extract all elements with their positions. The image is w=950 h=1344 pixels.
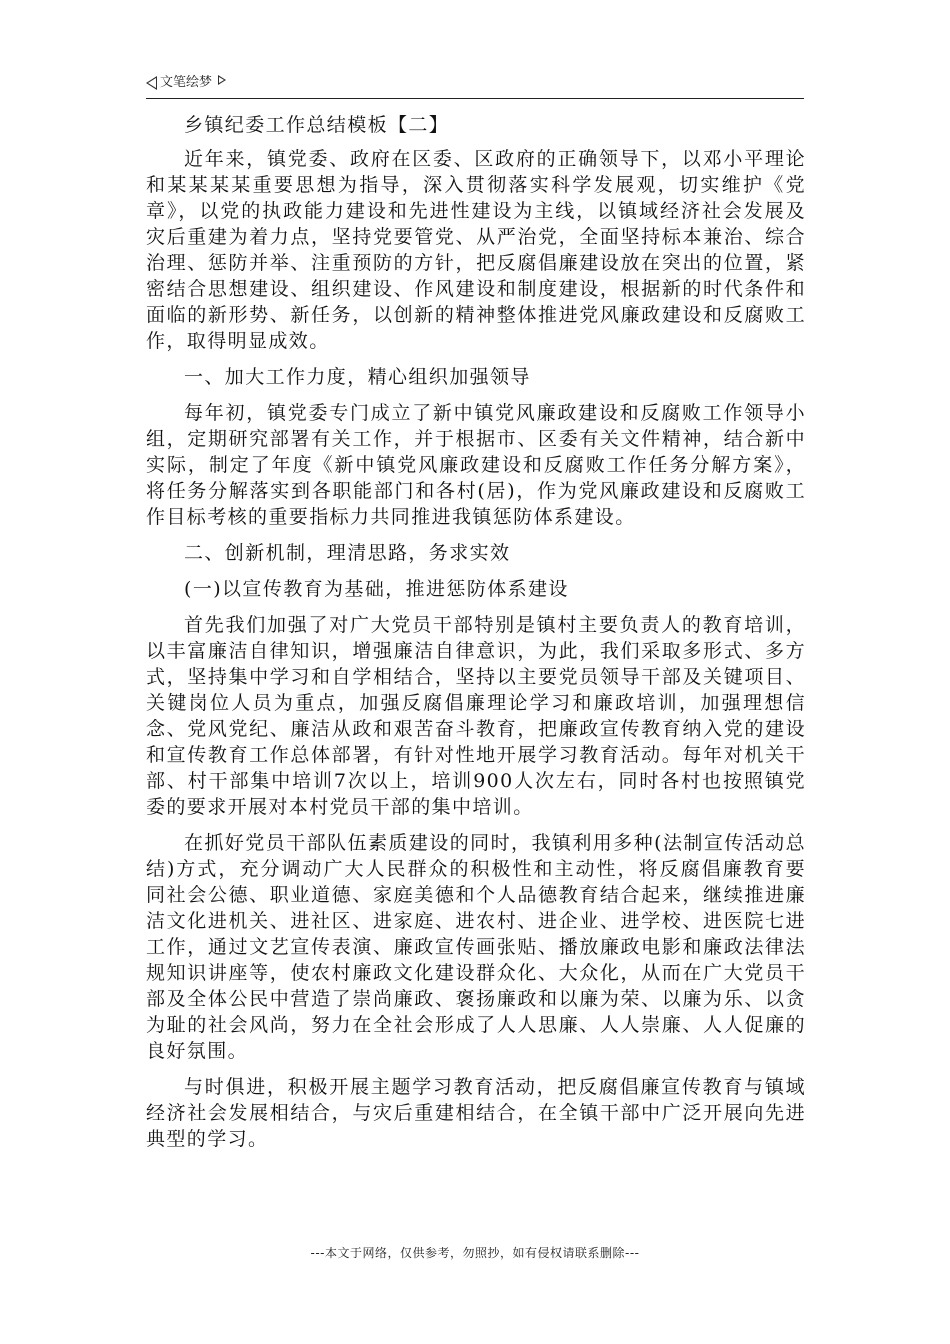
- paragraph-2: 首先我们加强了对广大党员干部特别是镇村主要负责人的教育培训，以丰富廉洁自律知识，增强廉洁自律意识，为此，我们采取多形式、多方式，坚持集中学习和自学相结合，坚持以主要党员领导干部及关键项目、关键岗位人员为重点，加强反腐倡廉理论学习和廉政培训，加强理想信念、党风党纪、廉洁从政和艰苦奋斗教育，把廉政宣传教育纳入党的建设和宣传教育工作总体部署，有针对性地开展学习教育活动。每年对机关干部、村干部集中培训7次以上，培训900人次左右，同时各村也按照镇党委的要求开展对本村党员干部的集中培训。: [146, 614, 806, 818]
- paragraph-3: 在抓好党员干部队伍素质建设的同时，我镇利用多种(法制宣传活动总结)方式，充分调动广大人民群众的积极性和主动性，将反腐倡廉教育要同社会公德、职业道德、家庭美德和个人品德教育结合起来，继续推进廉洁文化进机关、进社区、进家庭、进农村、进企业、进学校、进医院七进工作，通过文艺宣传表演、廉政宣传画张贴、播放廉政电影和廉政法律法规知识讲座等，使农村廉政文化建设群众化、大众化，从而在广大党员干部及全体公民中营造了崇尚廉政、褒扬廉政和以廉为荣、以廉为乐、以贪为耻的社会风尚，努力在全社会形成了人人思廉、人人崇廉、人人促廉的良好氛围。: [146, 832, 806, 1062]
- subsection-heading-1: (一)以宣传教育为基础，推进惩防体系建设: [184, 578, 569, 600]
- paragraph-intro: 近年来，镇党委、政府在区委、区政府的正确领导下，以邓小平理论和某某某某重要思想为指导，深入贯彻落实科学发展观，切实维护《党章》，以党的执政能力建设和先进性建设为主线，以镇域经济社会发展及灾后重建为着力点，坚持党要管党、从严治党，全面坚持标本兼治、综合治理、惩防并举、注重预防的方针，把反腐倡廉建设放在突出的位置，紧密结合思想建设、组织建设、作风建设和制度建设，根据新的时代条件和面临的新形势、新任务，以创新的精神整体推进党风廉政建设和反腐败工作，取得明显成效。: [146, 148, 806, 352]
- triangle-right-icon: [218, 75, 226, 85]
- document-title: 乡镇纪委工作总结模板【二】: [184, 114, 450, 136]
- page-header: [146, 74, 804, 99]
- triangle-left-icon: [146, 76, 157, 90]
- section-heading-2: 二、创新机制，理清思路，务求实效: [184, 542, 511, 564]
- section-heading-1: 一、加大工作力度，精心组织加强领导: [184, 366, 531, 388]
- header-brand: 文笔绘梦: [160, 75, 213, 90]
- document-body: [146, 112, 806, 1152]
- paragraph-1: 每年初，镇党委专门成立了新中镇党风廉政建设和反腐败工作领导小组，定期研究部署有关工作，并于根据市、区委有关文件精神，结合新中实际，制定了年度《新中镇党风廉政建设和反腐败工作任务分解方案》，将任务分解落实到各职能部门和各村(居)，作为党风廉政建设和反腐败工作目标考核的重要指标力共同推进我镇惩防体系建设。: [146, 402, 806, 528]
- footer-notice: ---本文于网络，仅供参考，勿照抄，如有侵权请联系删除---: [310, 1246, 640, 1260]
- paragraph-4: 与时俱进，积极开展主题学习教育活动，把反腐倡廉宣传教育与镇域经济社会发展相结合，与灾后重建相结合，在全镇干部中广泛开展向先进典型的学习。: [146, 1076, 806, 1150]
